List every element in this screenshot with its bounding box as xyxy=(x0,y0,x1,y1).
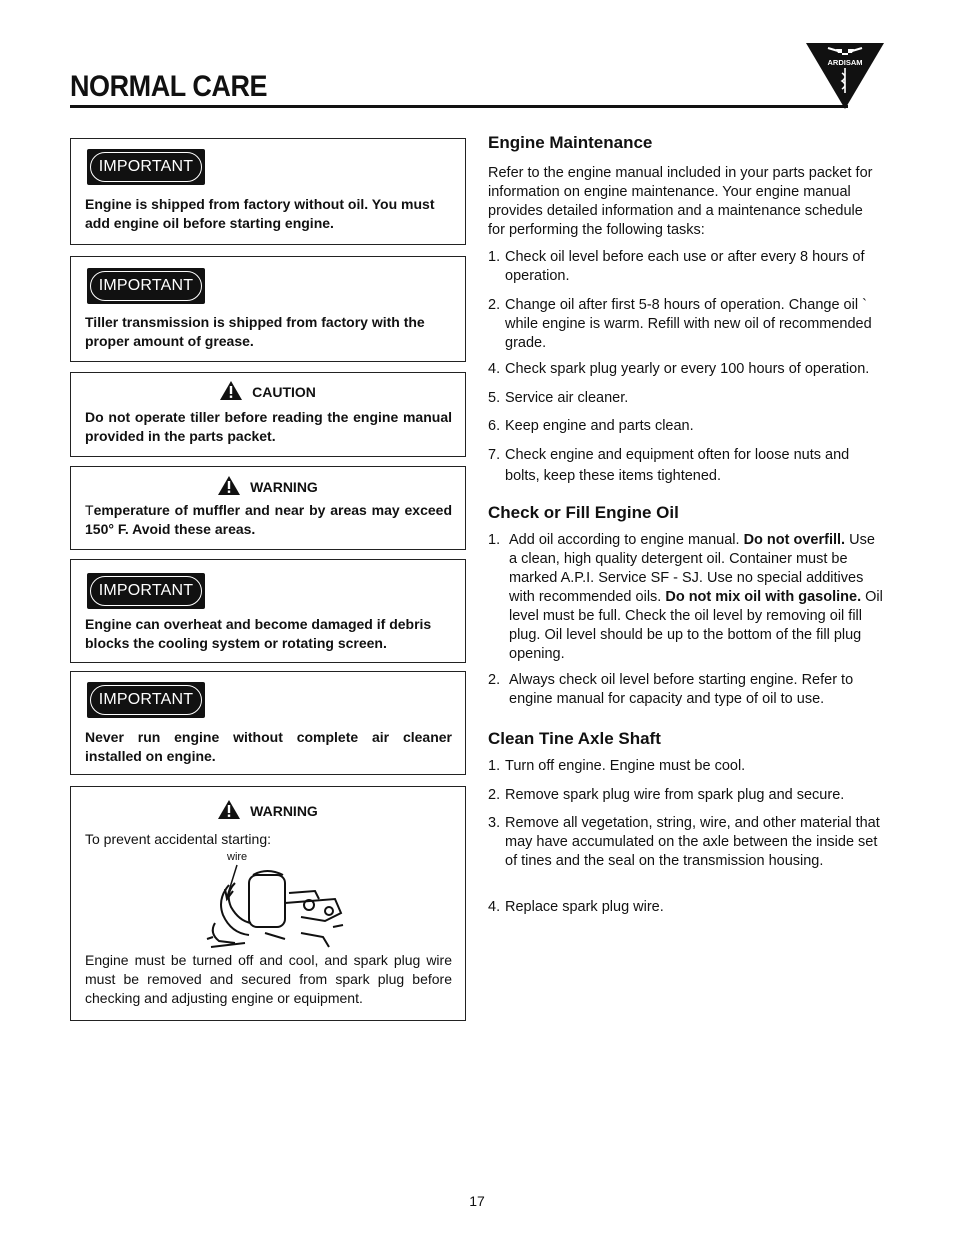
engine-oil-heading: Check or Fill Engine Oil xyxy=(488,503,679,522)
warning-triangle-icon xyxy=(218,476,240,495)
important-badge: IMPORTANT xyxy=(87,268,205,304)
spark-plug-illustration xyxy=(205,863,345,949)
warning-triangle-icon xyxy=(220,381,242,400)
warning-notice-spark-plug xyxy=(70,786,466,1021)
notice-text: Do not operate tiller before reading the engine manual provided in the parts packet. xyxy=(85,409,452,444)
list-item: 1. Add oil according to engine manual. Do not overfill. Use a clean, high quality detergent oil. Container must be marked A.P.I. Service SF - SJ. Use no special additives with recommended oils. Do not mix oil with gasoline. Oil level must be full. Check the oil level by removing oil fill plug. Oil level should be up to the bottom of the fill plug opening. xyxy=(488,532,883,662)
list-item: 4. Replace spark plug wire. xyxy=(488,899,664,915)
notice-text: Temperature of muffler and near by areas may exceed 150° F. Avoid these areas. xyxy=(85,502,452,537)
list-item: 1. Check oil level before each use or after every 8 hours of operation. xyxy=(488,249,865,284)
notice-text: Engine must be turned off and cool, and spark plug wire must be removed and secured from spark plug before checking and adjusting engine or equipment. xyxy=(85,952,452,1006)
caution-header: CAUTION xyxy=(71,381,465,402)
warning-header: WARNING xyxy=(71,476,465,497)
important-badge: IMPORTANT xyxy=(87,573,205,609)
page-title: NORMAL CARE xyxy=(70,70,268,103)
title-rule xyxy=(70,105,848,108)
list-item: 2. Remove spark plug wire from spark plug and secure. xyxy=(488,787,845,803)
figure-label-wire: wire xyxy=(227,851,248,863)
notice-text: Never run engine without complete air cleaner installed on engine. xyxy=(85,729,452,764)
engine-maintenance-intro: Refer to the engine manual included in your parts packet for information on engine maintenance. Your engine manual provides detailed information and a maintenance schedule for performing the following tasks: xyxy=(488,165,873,238)
list-item: 1. Turn off engine. Engine must be cool. xyxy=(488,758,746,774)
warning-header: WARNING xyxy=(71,800,465,821)
page-number: 17 xyxy=(469,1193,485,1209)
notice-text: Tiller transmission is shipped from factory with the proper amount of grease. xyxy=(85,314,425,349)
important-badge: IMPORTANT xyxy=(87,149,205,185)
list-item: 6. Keep engine and parts clean. xyxy=(488,418,694,434)
important-notice-overheat xyxy=(70,559,466,663)
tine-axle-heading: Clean Tine Axle Shaft xyxy=(488,729,661,748)
logo-text: ARDISAM xyxy=(827,58,863,67)
important-notice-oil xyxy=(70,138,466,245)
list-item: 5. Service air cleaner. xyxy=(488,390,629,406)
important-notice-air-cleaner xyxy=(70,671,466,775)
engine-maintenance-heading: Engine Maintenance xyxy=(488,133,653,152)
ardisam-logo xyxy=(806,41,884,109)
notice-text: Engine can overheat and become damaged if debris blocks the cooling system or rotating screen. xyxy=(85,616,432,651)
caution-notice xyxy=(70,372,466,457)
list-item: 4. Check spark plug yearly or every 100 hours of operation. xyxy=(488,361,870,377)
warning-triangle-icon xyxy=(218,800,240,819)
list-item: 2. Always check oil level before starting engine. Refer to engine manual for capacity and type of oil to use. xyxy=(488,672,854,707)
warning-notice-muffler xyxy=(70,466,466,550)
important-notice-grease xyxy=(70,256,466,362)
list-item: 2. Change oil after first 5-8 hours of operation. Change oil ` while engine is warm. Refill with new oil of recommended grade. xyxy=(488,297,872,351)
important-badge: IMPORTANT xyxy=(87,682,205,718)
warning-intro: To prevent accidental starting: xyxy=(85,831,271,847)
notice-text: Engine is shipped from factory without oil. You must add engine oil before starting engine. xyxy=(85,196,435,231)
list-item: 3. Remove all vegetation, string, wire, and other material that may have accumulated on the axle between the inside set of tines and the seal on the transmission housing. xyxy=(488,815,880,869)
list-item: 7. Check engine and equipment often for loose nuts and bolts, keep these items tightened. xyxy=(488,447,850,484)
